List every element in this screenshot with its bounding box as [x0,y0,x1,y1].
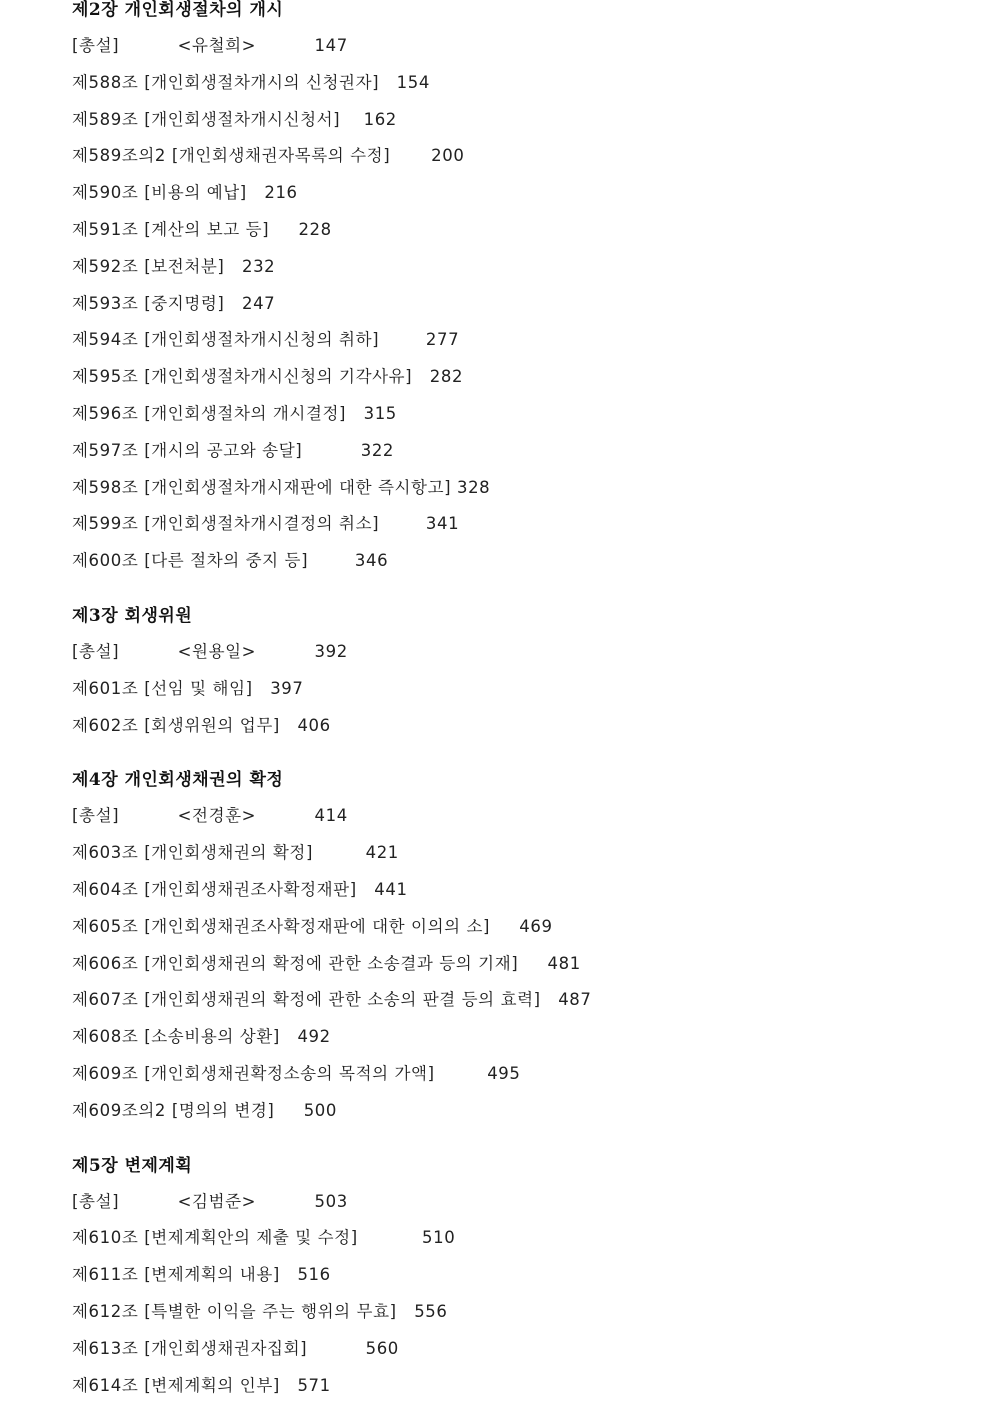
toc-entry: 제589조 [개인회생절차개시신청서] 162 [72,109,397,129]
table-of-contents [72,0,972,1422]
toc-entry: 제609조 [개인회생채권확정소송의 목적의 가액] 495 [72,1063,521,1083]
toc-entry: 제596조 [개인회생절차의 개시결정] 315 [72,403,397,423]
toc-entry: 제597조 [개시의 공고와 송달] 322 [72,440,395,460]
toc-entry: 제592조 [보전처분] 232 [72,256,276,276]
toc-entry: 제598조 [개인회생절차개시재판에 대한 즉시항고] 328 [72,477,491,497]
toc-entry: [총설] <김범준> 503 [72,1191,348,1211]
chapter-title: 제4장 개인회생채권의 확정 [72,770,284,791]
toc-entry: [총설] <원용일> 392 [72,641,348,661]
chapter-title: 제5장 변제계획 [72,1155,193,1176]
toc-entry: 제601조 [선임 및 해임] 397 [72,678,304,698]
toc-entry: 제610조 [변제계획안의 제출 및 수정] 510 [72,1228,456,1248]
toc-entry: 제594조 [개인회생절차개시신청의 취하] 277 [72,330,460,350]
toc-entry: 제614조 [변제계획의 인부] 571 [72,1375,331,1395]
chapter-3 [72,598,972,744]
toc-entry: 제600조 [다른 절차의 중지 등] 346 [72,551,389,571]
toc-entry: 제602조 [회생위원의 업무] 406 [72,715,331,735]
toc-entry: 제604조 [개인회생채권조사확정재판] 441 [72,879,408,899]
toc-entry: 제608조 [소송비용의 상환] 492 [72,1027,331,1047]
chapter-4 [72,762,972,1129]
chapter-title: 제2장 개인회생절차의 개시 [72,0,284,20]
toc-entry: [총설] <전경훈> 414 [72,806,348,826]
toc-entry: 제595조 [개인회생절차개시신청의 기각사유] 282 [72,367,464,387]
toc-entry: 제603조 [개인회생채권의 확정] 421 [72,843,399,863]
toc-entry: 제605조 [개인회생채권조사확정재판에 대한 이의의 소] 469 [72,916,553,936]
toc-entry: 제593조 [중지명령] 247 [72,293,276,313]
toc-entry: [총설] <유철희> 147 [72,36,348,55]
chapter-title: 제3장 회생위원 [72,605,193,626]
toc-entry: 제588조 [개인회생절차개시의 신청권자] 154 [72,72,430,92]
toc-entry: 제607조 [개인회생채권의 확정에 관한 소송의 판결 등의 효력] 487 [72,990,592,1010]
toc-entry: 제609조의2 [명의의 변경] 500 [72,1100,337,1120]
toc-entry: 제591조 [계산의 보고 등] 228 [72,219,332,239]
toc-entry: 제606조 [개인회생채권의 확정에 관한 소송결과 등의 기재] 481 [72,953,581,973]
toc-entry: 제599조 [개인회생절차개시결정의 취소] 341 [72,514,460,534]
toc-entry: 제589조의2 [개인회생채권자목록의 수정] 200 [72,146,465,166]
toc-entry: 제613조 [개인회생채권자집회] 560 [72,1338,399,1358]
toc-entry: 제590조 [비용의 예납] 216 [72,183,298,203]
toc-entry: 제612조 [특별한 이익을 주는 행위의 무효] 556 [72,1301,448,1321]
toc-entry: 제611조 [변제계획의 내용] 516 [72,1265,331,1285]
chapter-2 [72,0,972,580]
chapter-5 [72,1148,972,1405]
